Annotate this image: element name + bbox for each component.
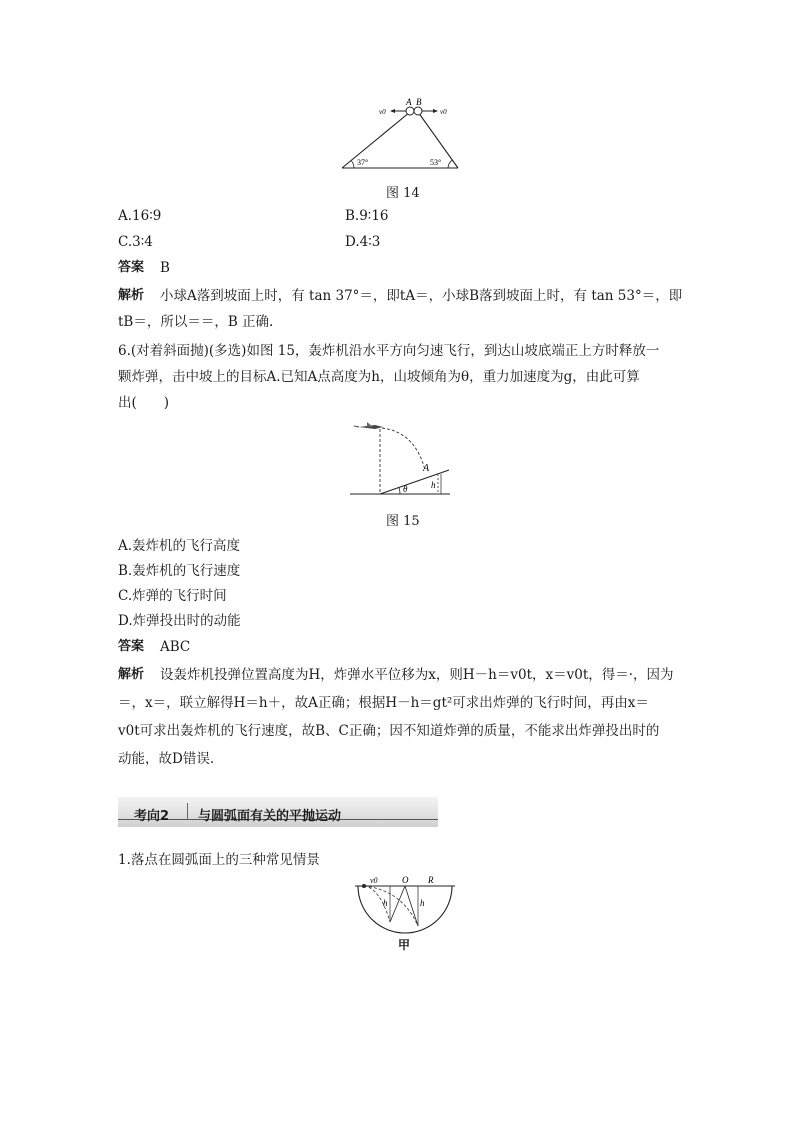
q6-analysis-line3: v0t可求出轰炸机的飞行速度，故B、C正确；因不知道炸弹的质量，不能求出炸弹投出时的 <box>118 723 660 739</box>
fig14-label-a: A <box>406 97 412 107</box>
q6-option-c: C.炸弹的飞行时间 <box>118 588 227 604</box>
section-separator <box>187 803 188 819</box>
fig14-v0-left: v0 <box>379 108 386 116</box>
q6-analysis-line2: ＝，x＝，联立解得H＝h＋，故A正确；根据H－h＝gt²可求出炸弹的飞行时间，再由x＝ <box>118 695 649 711</box>
q6-option-a: A.轰炸机的飞行高度 <box>118 538 241 554</box>
fig14-angle-left: 37° <box>357 158 369 167</box>
q5-analysis-line1: 小球A落到坡面上时，有 tan 37°＝，即tA＝，小球B落到坡面上时，有 tan 53°＝，即 <box>160 288 683 304</box>
q6-option-b: B.轰炸机的飞行速度 <box>118 563 241 579</box>
q5-analysis-line2: tB＝，所以＝＝，B 正确. <box>118 314 274 330</box>
q6-analysis-line1: 设轰炸机投弹位置高度为H，炸弹水平位移为x，则H－h＝v0t，x＝v0t，得＝·，因为 <box>160 667 674 683</box>
q6-analysis-label: 解析 <box>118 667 145 682</box>
q5-answer-label: 答案 <box>118 260 145 275</box>
section-title: 与圆弧面有关的平抛运动 <box>198 809 342 824</box>
section-label: 考向2 <box>134 809 170 824</box>
fig15-label-theta: θ <box>403 484 408 494</box>
figure-14-caption: 图 14 <box>386 186 420 201</box>
fig14-label-b: B <box>416 97 422 107</box>
q6-option-d: D.炸弹投出时的动能 <box>118 613 241 629</box>
fig15-label-h: h <box>431 480 436 490</box>
q6-stem-line3: 出( ) <box>118 395 170 411</box>
figure-jia <box>350 876 460 934</box>
jia-label-r: R <box>428 876 434 885</box>
figure-14 <box>330 92 470 172</box>
q6-stem-line2: 颗炸弹，击中坡上的目标A.已知A点高度为h，山坡倾角为θ，重力加速度为g，由此可算 <box>118 369 640 385</box>
subsection-title: 1.落点在圆弧面上的三种常见情景 <box>118 852 320 868</box>
figure-15-caption: 图 15 <box>386 514 420 529</box>
jia-label-o: O <box>402 876 409 885</box>
fig15-label-a: A <box>423 463 430 474</box>
q5-answer-value: B <box>160 260 170 276</box>
q6-stem-line1: 6.(对着斜面抛)(多选)如图 15，轰炸机沿水平方向匀速飞行，到达山坡底端正上方时释放一 <box>118 343 660 359</box>
figure-15 <box>345 418 460 500</box>
q6-answer-value: ABC <box>160 639 191 655</box>
jia-label-h-right: h <box>420 898 425 908</box>
q5-analysis-label: 解析 <box>118 288 145 303</box>
jia-label-v0: v0 <box>370 876 378 885</box>
figure-jia-caption: 甲 <box>398 938 411 952</box>
fig14-v0-right: v0 <box>440 108 447 116</box>
q5-option-b: B.9∶16 <box>345 208 389 224</box>
q5-option-a: A.16∶9 <box>118 208 162 224</box>
q6-analysis-line4: 动能，故D错误. <box>118 751 215 767</box>
q5-option-c: C.3∶4 <box>118 234 153 250</box>
jia-label-h-left: h <box>383 898 388 908</box>
fig14-angle-right: 53° <box>430 158 442 167</box>
q5-option-d: D.4∶3 <box>345 234 381 250</box>
q6-answer-label: 答案 <box>118 639 145 654</box>
